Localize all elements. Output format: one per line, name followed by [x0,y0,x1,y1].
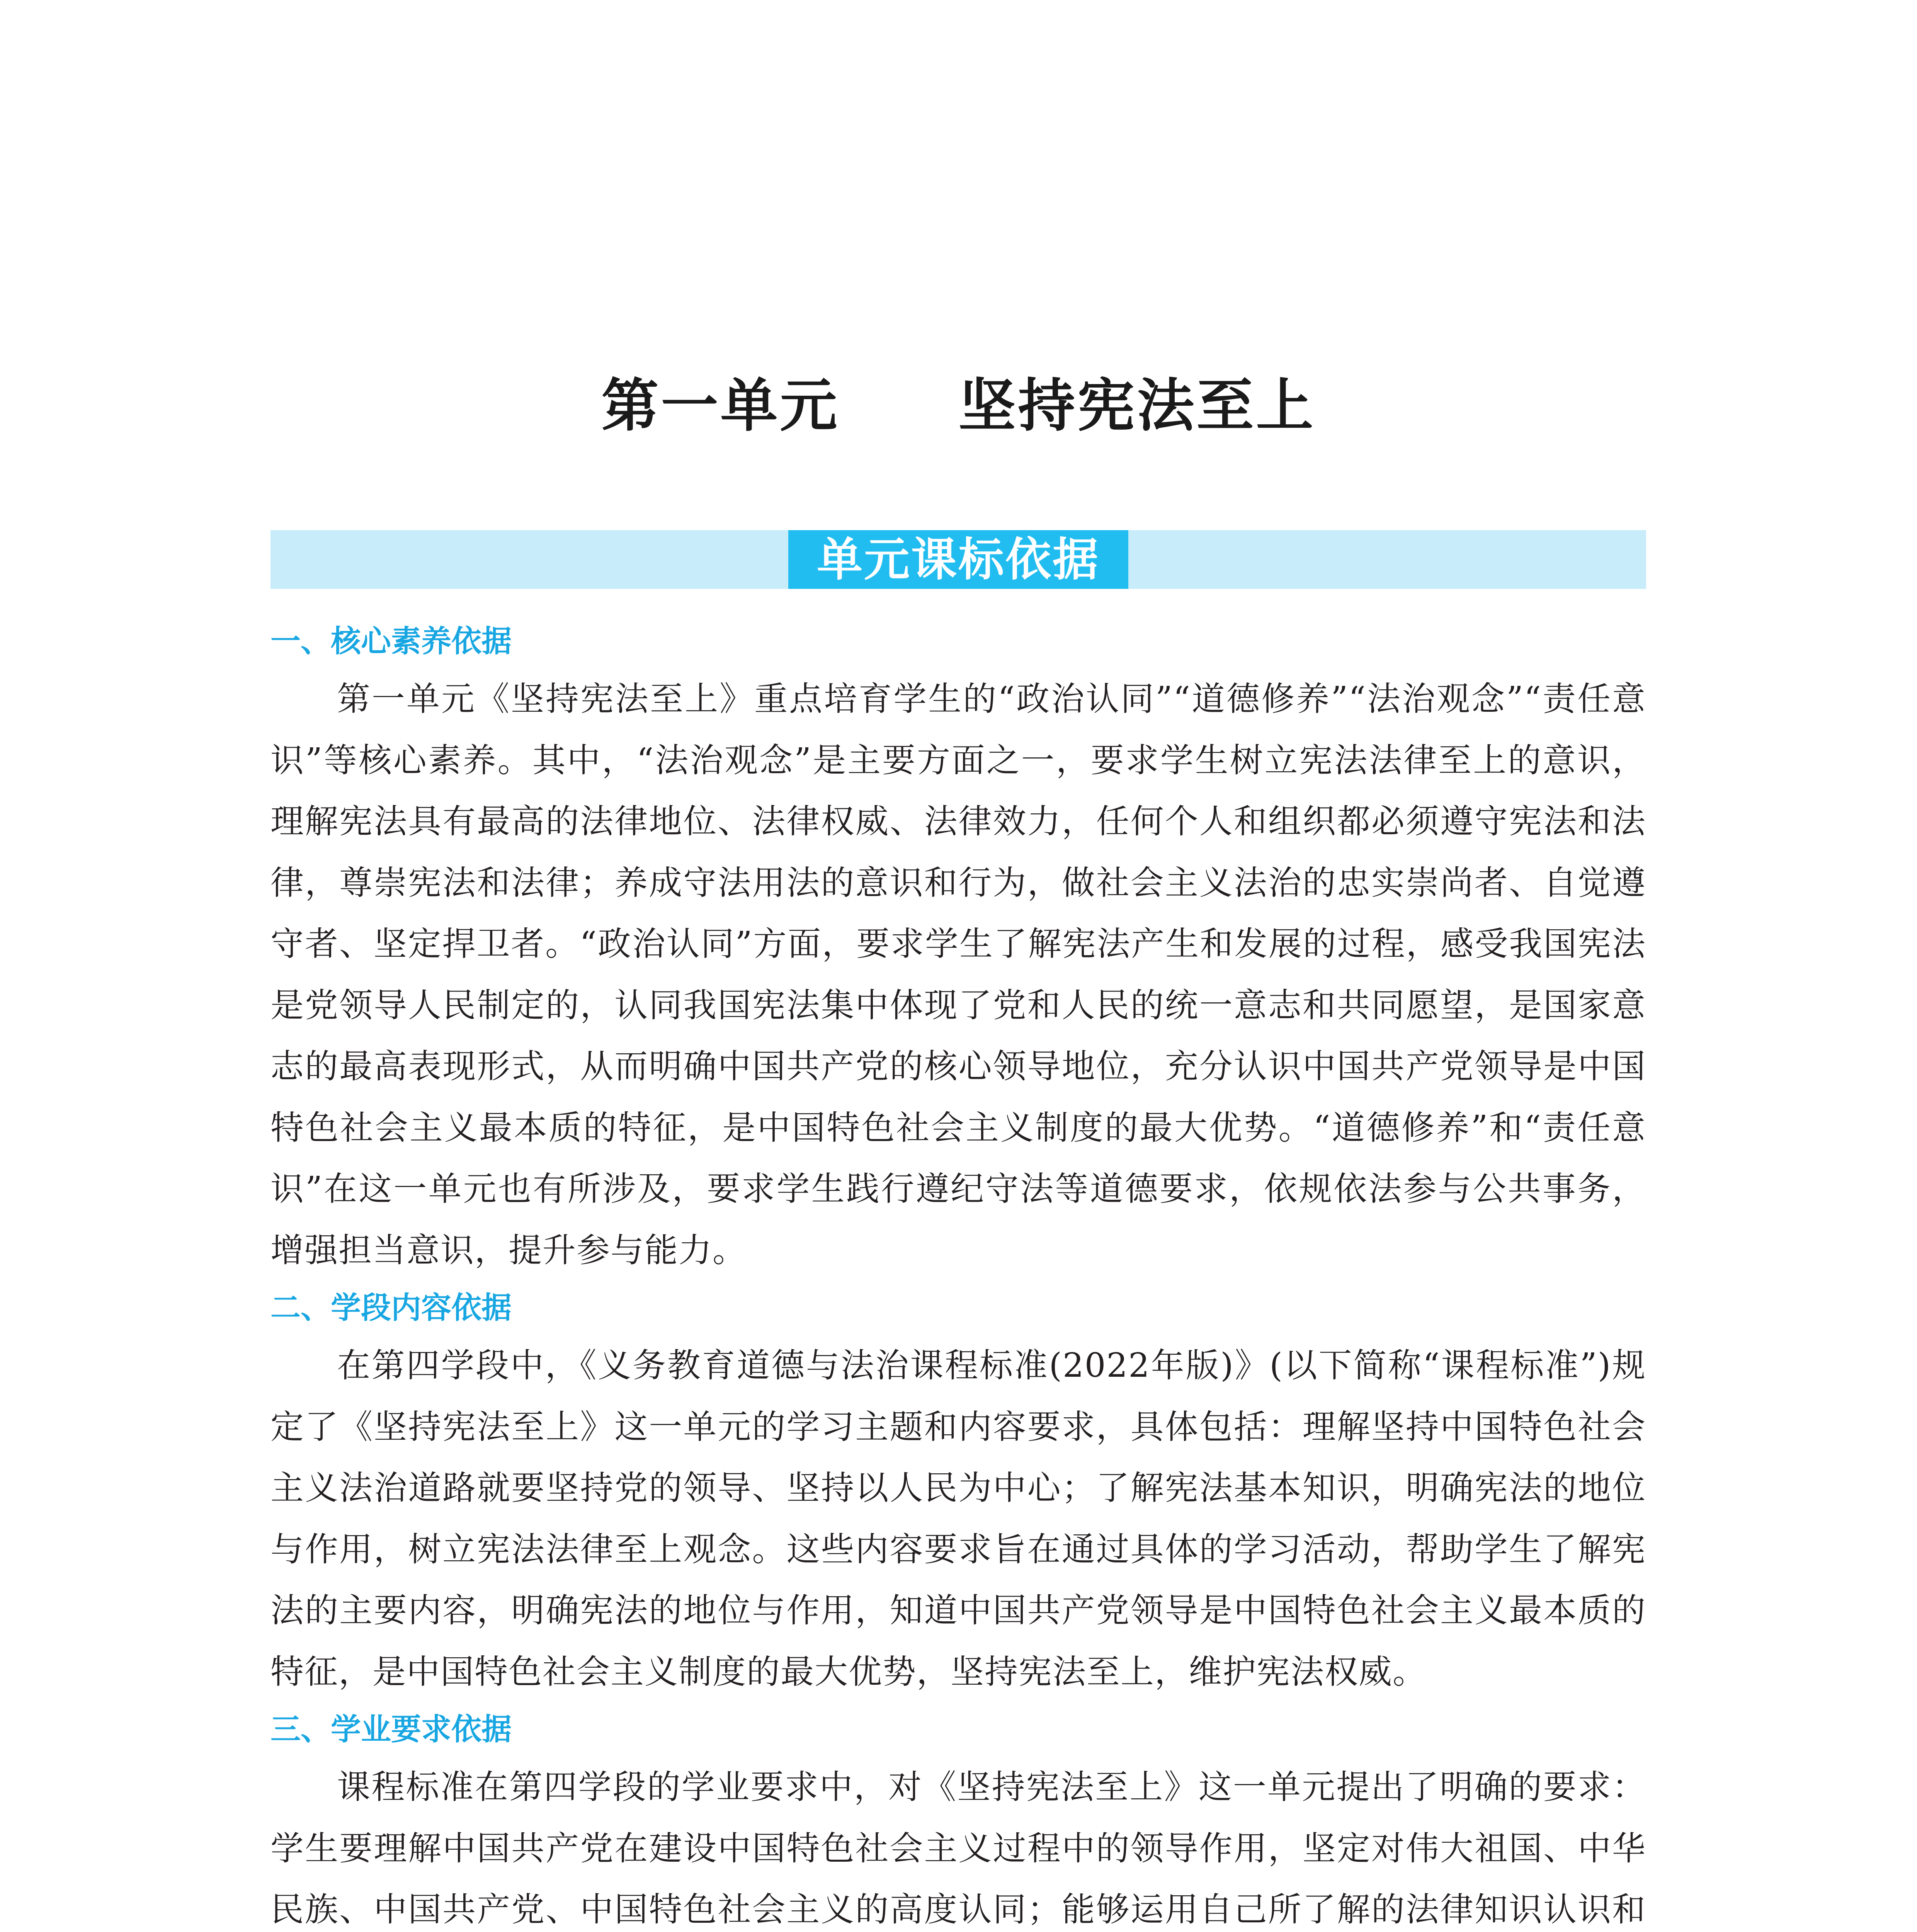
banner-label: 单元课标依据 [788,530,1128,589]
section-heading: 二、学段内容依据 [270,1291,512,1325]
section-paragraph: 第一单元《坚持宪法至上》重点培育学生的“政治认同”“道德修养”“法治观念”“责任意识”等核心素养。其中，“法治观念”是主要方面之一，要求学生树立宪法法律至上的意识，理解宪法具有最高的法律地位、法律权威、法律效力，任何个人和组织都必须遵守宪法和法律，尊崇宪法和法律；养成守法用法的意识和行为，做社会主义法治的忠实崇尚者、自觉遵守者、坚定捍卫者。“政治认同”方面，要求学生了解宪法产生和发展的过程，感受我国宪法是党领导人民制定的，认同我国宪法集中体现了党和人民的统一意志和共同愿望，是国家意志的最高表现形式，从而明确中国共产党的核心领导地位，充分认识中国共产党领导是中国特色社会主义最本质的特征，是中国特色社会主义制度的最大优势。“道德修养”和“责任意识”在这一单元也有所涉及，要求学生践行遵纪守法等道德要求，依规依法参与公共事务，增强担当意识，提升参与能力。 [270,680,1646,1270]
section-paragraph: 课程标准在第四学段的学业要求中，对《坚持宪法至上》这一单元提出了明确的要求：学生要理解中国共产党在建设中国特色社会主义过程中的领导作用，坚定对伟大祖国、中华民族、中国共产党、中国特色社会主义的高度认同；能够运用自己所了解的法律知识认识和 [270,1768,1646,1929]
unit-title: 第一单元 坚持宪法至上 [601,372,1316,439]
section-heading: 三、学业要求依据 [270,1712,512,1747]
main-content [270,614,1646,1932]
section-academic-requirements [270,1702,1646,1932]
section-paragraph: 在第四学段中，《义务教育道德与法治课程标准(2022年版)》(以下简称“课程标准”)规定了《坚持宪法至上》这一单元的学习主题和内容要求，具体包括：理解坚持中国特色社会主义法治道路就要坚持党的领导、坚持以人民为中心；了解宪法基本知识，明确宪法的地位与作用，树立宪法法律至上观念。这些内容要求旨在通过具体的学习活动，帮助学生了解宪法的主要内容，明确宪法的地位与作用，知道中国共产党领导是中国特色社会主义最本质的特征，是中国特色社会主义制度的最大优势，坚持宪法至上，维护宪法权威。 [270,1346,1646,1691]
section-stage-content [270,1281,1646,1702]
section-heading: 一、核心素养依据 [270,624,512,659]
section-core-literacy [270,614,1646,1281]
